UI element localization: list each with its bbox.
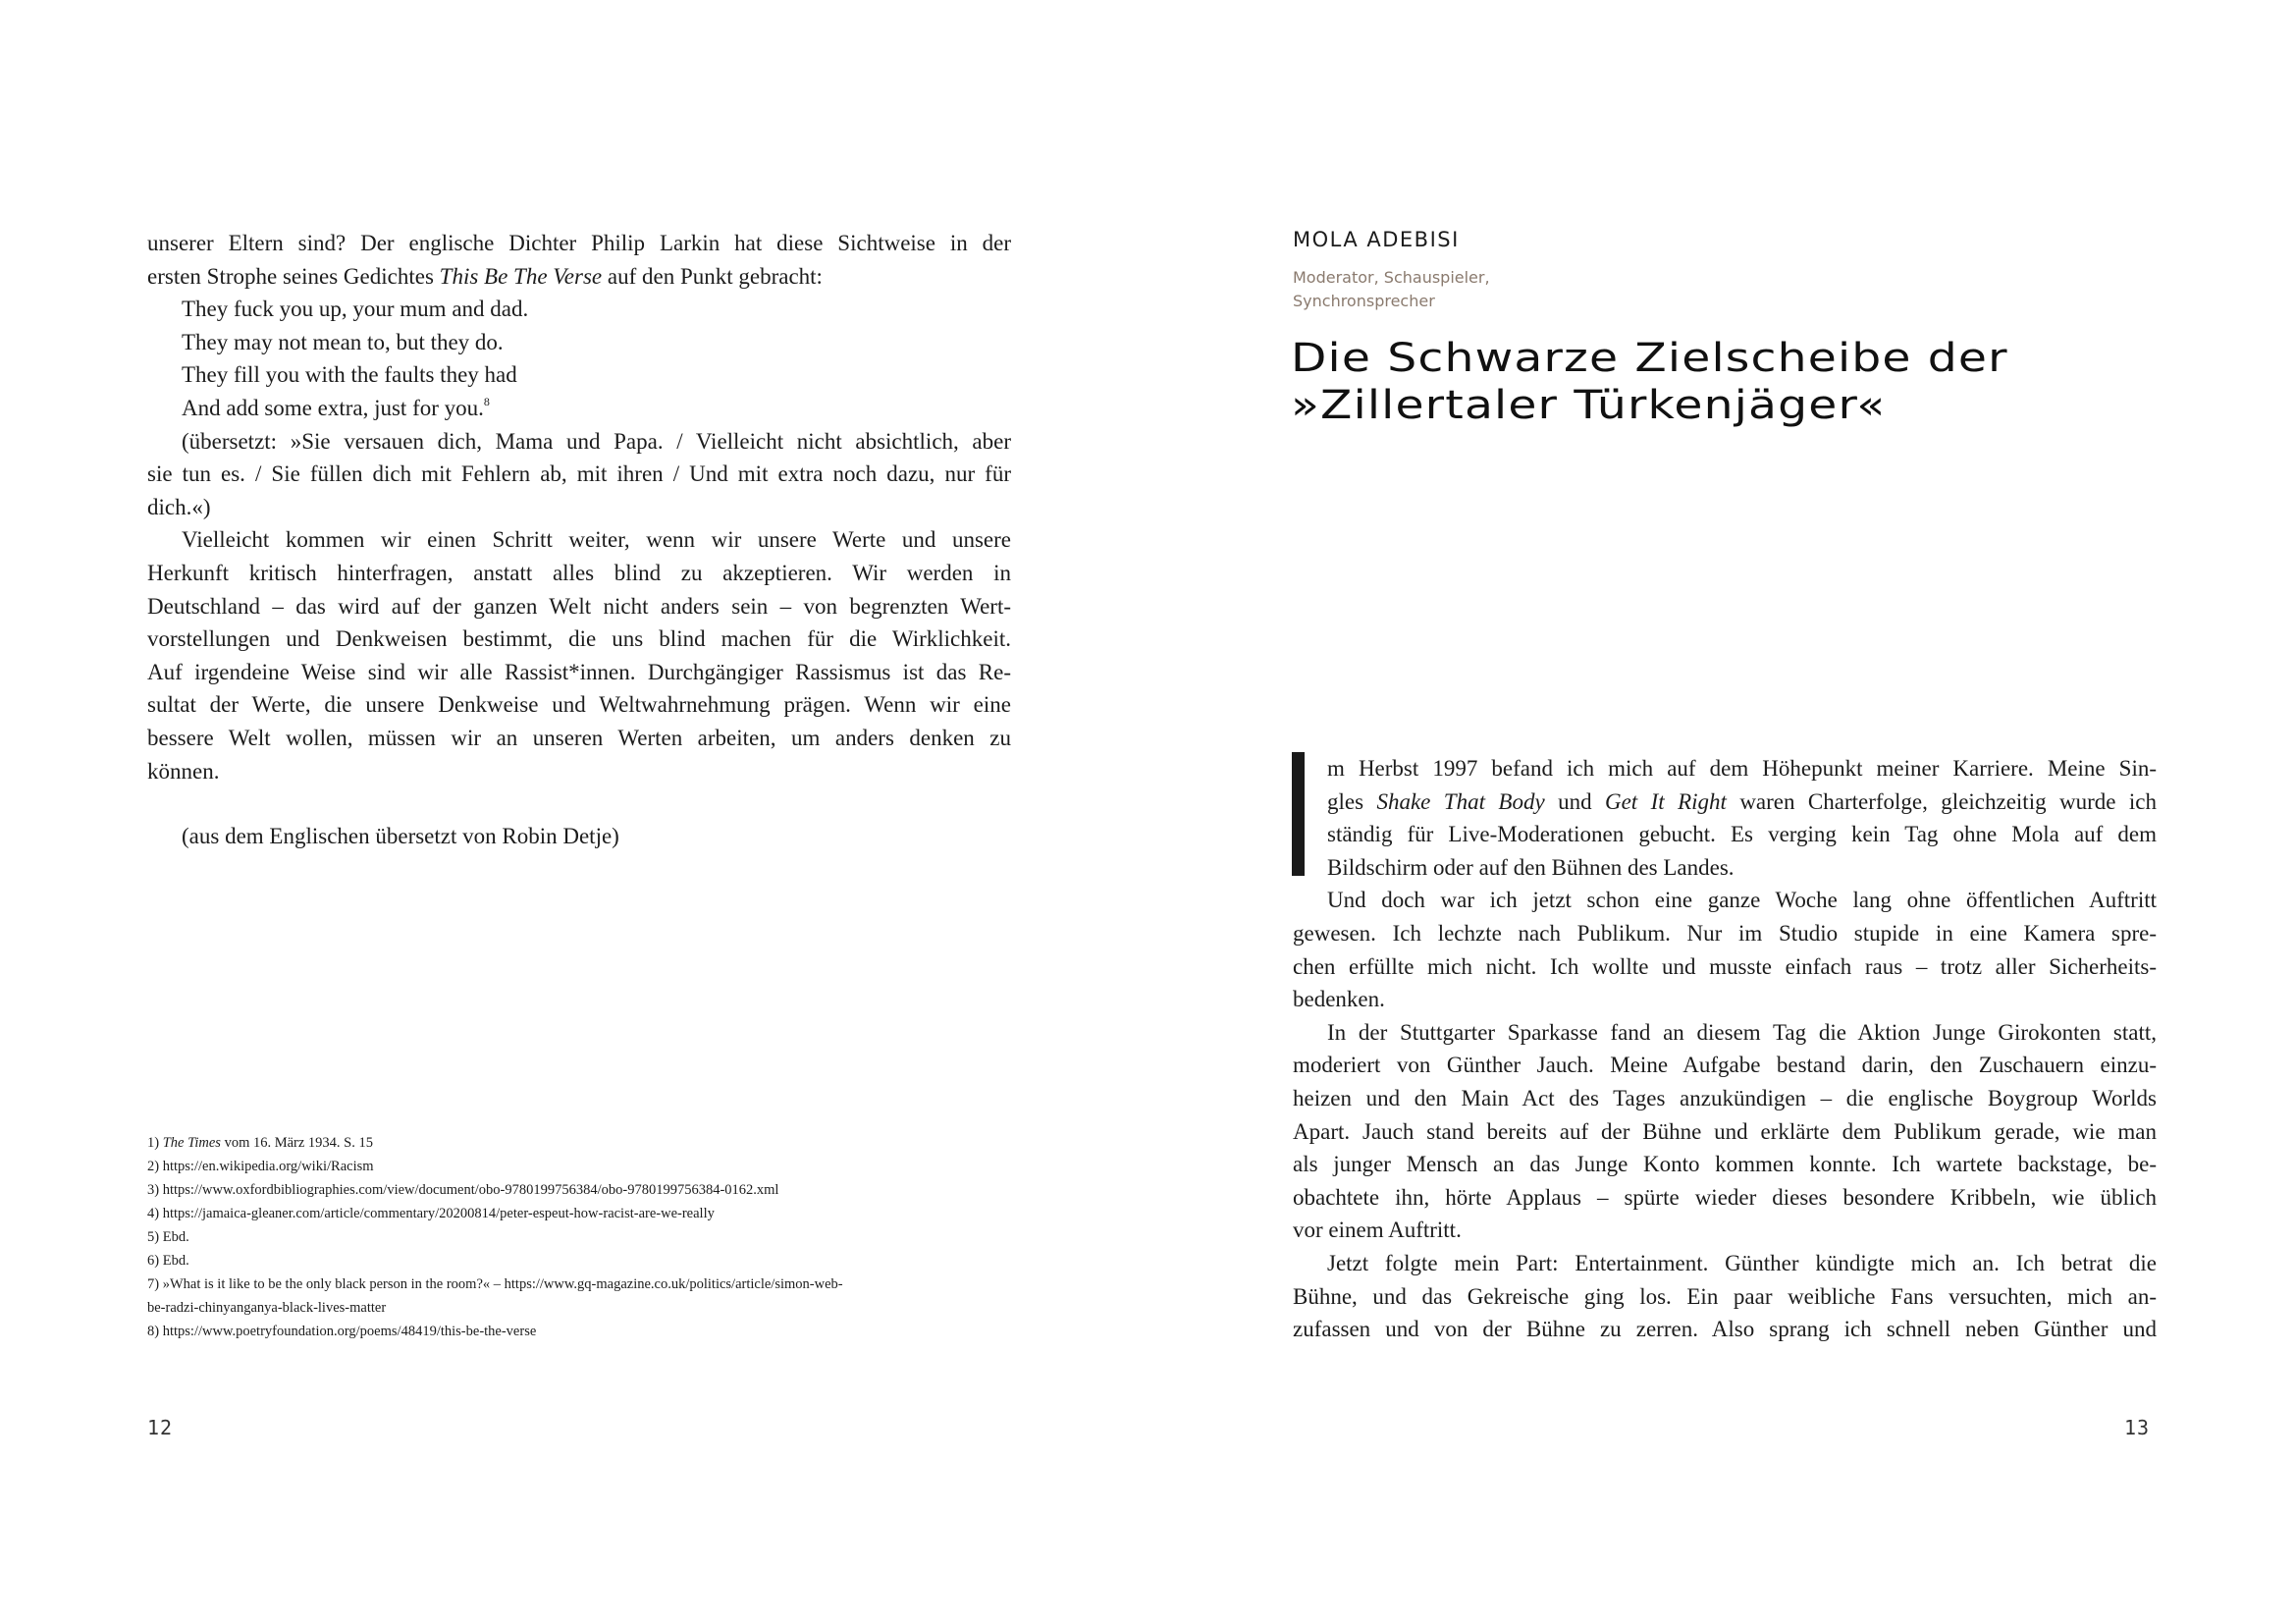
footnote-text: https://www.poetryfoundation.org/poems/48419/this-be-the-verse [162,1324,537,1339]
text-line: Bühne, und das Gekreische ging los. Ein paar weibliche Fans versuchten, mich an- [1293,1283,2157,1309]
verse-line: And add some extra, just for you.$^8$ [182,394,490,420]
right-body-text [1293,752,2157,1346]
text-line: chen erfüllte mich nicht. Ich wollte und musste einfach raus – trotz aller Sicherheits- [1293,953,2157,979]
text-line: Apart. Jauch stand bereits auf der Bühne und erklärte dem Publikum gerade, wie man [1293,1118,2157,1144]
text-line: gles Shake That Body und Get It Right waren Charterfolge, gleichzeitig wurde ich [1327,788,2157,814]
text-line: ersten Strophe seines Gedichtes This Be The Verse auf den Punkt gebracht: [147,263,823,289]
text-line: moderiert von Günther Jauch. Meine Aufgabe bestand darin, den Zuschauern einzu- [1293,1053,2157,1078]
text-line: In der Stuttgarter Sparkasse fand an diesem Tag die Aktion Junge Girokonten statt, [1327,1019,2157,1045]
footnote-number: 3) [147,1182,163,1198]
left-body-text [147,227,1011,787]
footnote-text: Ebd. [162,1253,189,1269]
chapter-title [1291,335,2241,429]
footnotes [147,1131,1011,1343]
author-role [1293,266,1490,313]
text-line: bessere Welt wollen, müssen wir an unseren Werten arbeiten, um anders denken zu [147,725,1011,750]
italic-title: Get It Right [1604,788,1727,814]
footnote-ref: 8 [483,394,490,408]
italic-title: Shake That Body [1376,788,1545,814]
chapter-title-line: Die Schwarze Zielscheibe der [1291,336,2008,381]
footnote [147,1320,1011,1343]
translation-line: dich.«) [147,494,211,519]
footnote-text: https://www.oxfordbibliographies.com/view/document/obo-9780199756384/obo-9780199756384-0162.xml [162,1182,779,1198]
footnote-text: Ebd. [162,1229,189,1245]
footnote-number: 8) [147,1324,163,1339]
footnote-number: 1) [147,1135,163,1151]
footnote-number: 7) [147,1276,163,1292]
footnote [147,1272,1011,1296]
author-role-line: Synchronsprecher [1293,292,1435,310]
text-line: Deutschland – das wird auf der ganzen Welt nicht anders sein – von begrenzten Wert- [147,593,1011,619]
text-line: unserer Eltern sind? Der englische Dichter Philip Larkin hat diese Sichtweise in der [147,231,1011,255]
page-number-left: 12 [147,1416,174,1439]
footnote [147,1202,1011,1225]
footnote-text: https://en.wikipedia.org/wiki/Racism [162,1159,374,1174]
translator-note: (aus dem Englischen übersetzt von Robin Detje) [182,824,619,848]
footnote-number: 6) [147,1253,163,1269]
footnote-number: 2) [147,1159,163,1174]
footnote [147,1296,1011,1320]
text-line: als junger Mensch an das Junge Konto kommen konnte. Ich wartete backstage, be- [1293,1152,2157,1177]
text-line: obachtete ihn, hörte Applaus – spürte wieder dieses besondere Kribbeln, wie üblich [1293,1184,2157,1210]
text-line: gewesen. Ich lechzte nach Publikum. Nur im Studio stupide in eine Kamera spre- [1293,920,2157,946]
verse-line: They fuck you up, your mum and dad. [182,297,529,322]
footnote-text: be-radzi-chinyanganya-black-lives-matter [147,1300,387,1316]
text-line: zufassen und von der Bühne zu zerren. Also sprang ich schnell neben Günther und [1293,1317,2157,1342]
text-line: können. [147,758,220,784]
chapter-title-line: »Zillertaler Türkenjäger« [1291,383,1887,428]
text-line: vor einem Auftritt. [1293,1218,1462,1243]
footnote-number: 5) [147,1229,163,1245]
text-line: ständig für Live-Moderationen gebucht. Es verging kein Tag ohne Mola auf dem [1327,822,2157,847]
text-line: bedenken. [1293,987,1385,1012]
text-line: vorstellungen und Denkweisen bestimmt, die uns blind machen für die Wirklichkeit. [147,626,1011,652]
text-line: sultat der Werte, die unsere Denkweise und Weltwahrnehmung prägen. Wenn wir eine [147,692,1011,718]
text-line: Auf irgendeine Weise sind wir alle Rassist*innen. Durchgängiger Rassismus ist das Re- [147,659,1011,684]
text-line: Vielleicht kommen wir einen Schritt weiter, wenn wir unsere Werte und unsere [182,527,1011,553]
footnote-text: https://jamaica-gleaner.com/article/commentary/20200814/peter-espeut-how-racist-are-we-really [162,1206,715,1221]
footnote [147,1131,1011,1155]
footnote [147,1178,1011,1202]
text-line: Und doch war ich jetzt schon eine ganze Woche lang ohne öffentlichen Auftritt [1327,888,2157,913]
translation-line: (übersetzt: »Sie versauen dich, Mama und Papa. / Vielleicht nicht absichtlich, aber [182,428,1011,454]
footnote-number: 4) [147,1206,163,1221]
verse-line: They may not mean to, but they do. [182,329,504,354]
translation-line: sie tun es. / Sie füllen dich mit Fehlern ab, mit ihren / Und mit extra noch dazu, nur für [147,461,1011,487]
footnote [147,1225,1011,1249]
text-line: Bildschirm oder auf den Bühnen des Landes. [1327,854,1735,880]
text-line: Jetzt folgte mein Part: Entertainment. Günther kündigte mich an. Ich betrat die [1327,1250,2157,1275]
verse-line: They fill you with the faults they had [182,362,517,388]
italic-title: This Be The Verse [439,263,603,289]
footnote-text: »What is it like to be the only black person in the room?« – https://www.gq-magazine.co.uk/politics/article/simon-web- [162,1276,843,1292]
footnote [147,1155,1011,1178]
author-role-line: Moderator, Schauspieler, [1293,268,1490,287]
text-line: heizen und den Main Act des Tages anzukündigen – die englische Boygroup Worlds [1293,1085,2157,1110]
footnote-italic: The Times [162,1135,221,1151]
footnote [147,1249,1011,1272]
text-line: Herkunft kritisch hinterfragen, anstatt alles blind zu akzeptieren. Wir werden in [147,560,1011,585]
text-line: m Herbst 1997 befand ich mich auf dem Höhepunkt meiner Karriere. Meine Sin- [1327,756,2157,781]
page-number-right: 13 [2124,1416,2151,1439]
author-name: MOLA ADEBISI [1293,228,1460,251]
footnote-text: vom 16. März 1934. S. 15 [220,1135,373,1151]
